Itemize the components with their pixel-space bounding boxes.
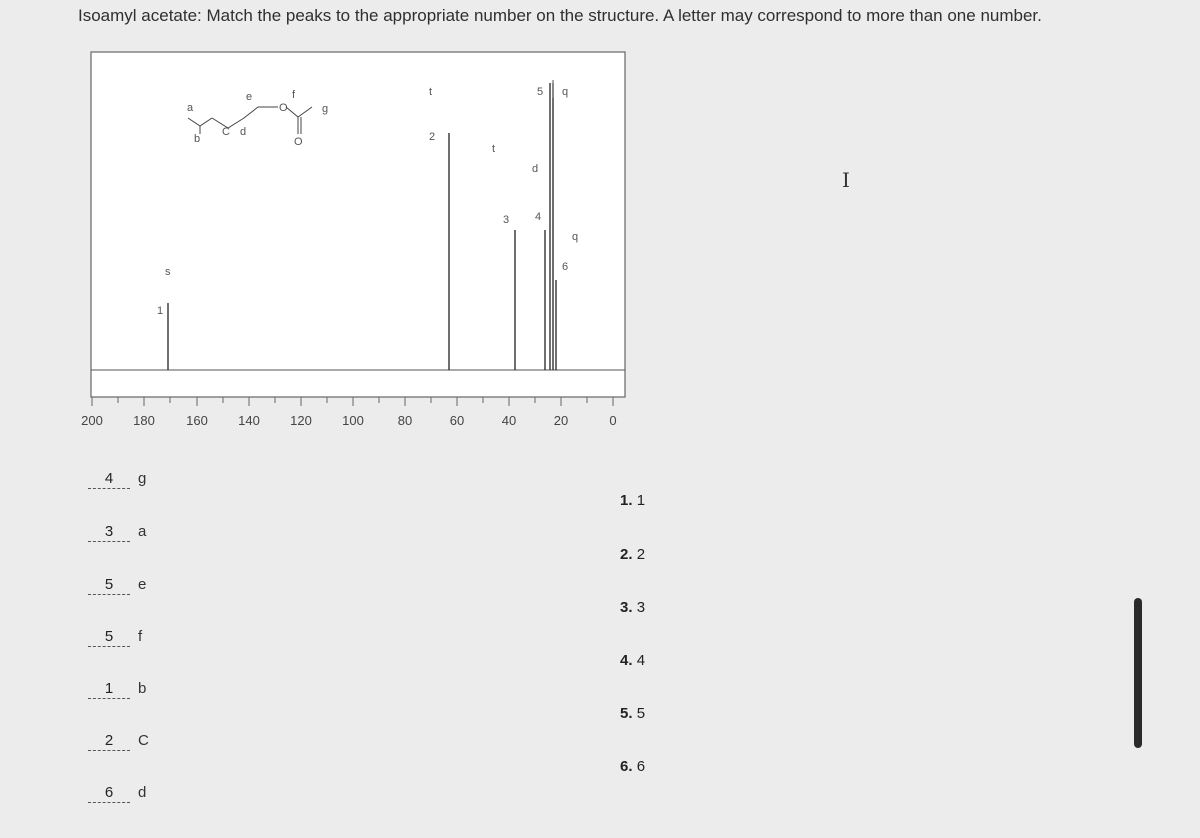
structure-label: e (246, 91, 253, 103)
answer-letter: b (138, 680, 147, 697)
answer-select[interactable]: 2 (88, 732, 130, 751)
x-tick-label: 40 (501, 413, 517, 428)
answer-select[interactable]: 5 (88, 576, 130, 595)
x-tick-label: 80 (397, 413, 413, 428)
x-tick-label: 20 (553, 413, 569, 428)
answer-letter: a (138, 523, 147, 540)
x-tick-label: 0 (609, 413, 617, 428)
answer-letter: d (138, 784, 147, 801)
x-tick-label: 60 (449, 413, 465, 428)
x-tick-label: 120 (290, 413, 312, 428)
x-tick-label: 200 (81, 413, 103, 428)
answer-select[interactable]: 4 (88, 470, 130, 489)
text-cursor-icon: I (842, 168, 850, 192)
structure-label: C (222, 126, 230, 138)
peak-note: t (492, 143, 496, 155)
peak-note: 1 (157, 305, 164, 317)
x-tick-label: 140 (238, 413, 260, 428)
choice-item: 5. 5 (620, 705, 646, 722)
answer-letter: e (138, 576, 147, 593)
answer-letter: g (138, 470, 147, 487)
structure-label: a (187, 102, 194, 114)
question-prompt: Isoamyl acetate: Match the peaks to the appropriate number on the structure. A letter may correspond to more than one number. (78, 6, 1042, 25)
scrollbar[interactable] (1134, 598, 1142, 748)
peak-note: d (532, 163, 539, 175)
structure-label: g (322, 103, 329, 115)
answer-select[interactable]: 1 (88, 680, 130, 699)
x-tick-label: 100 (342, 413, 364, 428)
choice-item: 1. 1 (620, 492, 646, 509)
peak-note: 2 (429, 131, 436, 143)
answer-select[interactable]: 3 (88, 523, 130, 542)
choice-item: 6. 6 (620, 758, 646, 775)
peak-note: q (562, 86, 569, 98)
peak-note: 6 (562, 261, 569, 273)
structure-label: f (292, 89, 296, 101)
answer-select[interactable]: 5 (88, 628, 130, 647)
choice-item: 3. 3 (620, 599, 646, 616)
structure-label: O (279, 102, 288, 114)
peak-note: 5 (537, 86, 544, 98)
x-tick-label: 180 (133, 413, 155, 428)
peak-note: s (165, 266, 171, 278)
choice-item: 2. 2 (620, 546, 646, 563)
peak-note: 3 (503, 214, 510, 226)
structure-label: O (294, 136, 303, 148)
x-axis-ticks (92, 397, 613, 406)
peak-note: q (572, 231, 579, 243)
peak-note: 4 (535, 211, 542, 223)
x-tick-label: 160 (186, 413, 208, 428)
structure-label: d (240, 126, 247, 138)
choice-item: 4. 4 (620, 652, 646, 669)
answer-letter: C (138, 732, 149, 749)
peak-note: t (429, 86, 433, 98)
answer-select[interactable]: 6 (88, 784, 130, 803)
structure-label: b (194, 133, 201, 145)
answer-letter: f (138, 628, 143, 645)
